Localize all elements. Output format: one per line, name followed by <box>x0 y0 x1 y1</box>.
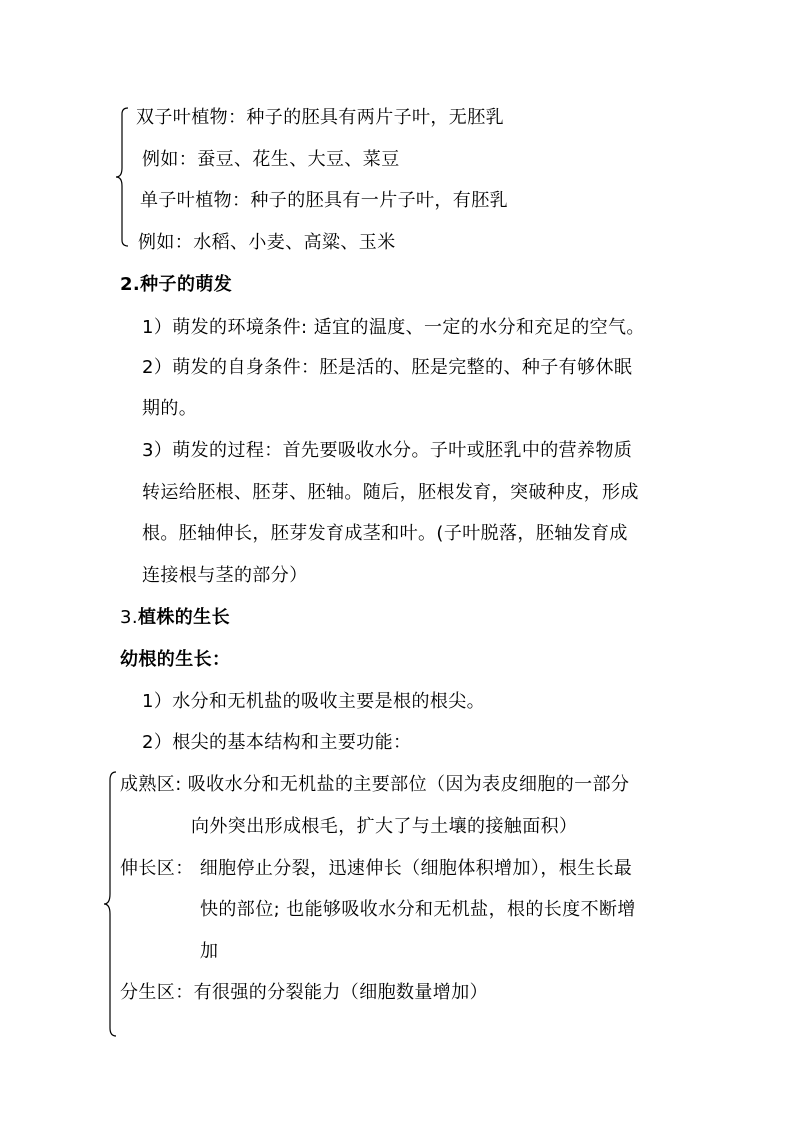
germination-item-3-line-3: 根。胚轴伸长，胚芽发育成茎和叶。(子叶脱落，胚轴发育成 <box>142 523 628 544</box>
growth-heading-text: 植株的生长 <box>137 607 230 628</box>
dicot-examples: 例如：蚕豆、花生、大豆、菜豆 <box>142 149 400 170</box>
maturation-zone-line-1: 成熟区: 吸收水分和无机盐的主要部位（因为表皮细胞的一部分 <box>120 774 630 795</box>
germination-item-2-line-1: 2）萌发的自身条件：胚是活的、胚是完整的、种子有够休眠 <box>142 357 633 378</box>
maturation-zone-line-2: 向外突出形成根毛，扩大了与土壤的接触面积） <box>191 816 578 837</box>
germination-item-3-line-2: 转运给胚根、胚芽、胚轴。随后，胚根发育，突破种皮，形成 <box>142 482 639 503</box>
monocot-definition: 单子叶植物：种子的胚具有一片子叶，有胚乳 <box>140 190 508 211</box>
monocot-examples: 例如：水稻、小麦、高粱、玉米 <box>138 232 396 253</box>
dicot-definition: 双子叶植物：种子的胚具有两片子叶，无胚乳 <box>136 107 504 128</box>
growth-heading <box>120 606 230 630</box>
classification-brace <box>112 104 134 250</box>
growth-item-1: 1）水分和无机盐的吸收主要是根的根尖。 <box>142 691 486 712</box>
germination-item-3-line-1: 3）萌发的过程：首先要吸收水分。子叶或胚乳中的营养物质 <box>142 440 633 461</box>
elongation-zone-line-2: 快的部位; 也能够吸收水分和无机盐，根的长度不断增 <box>200 899 636 920</box>
elongation-zone-line-3: 加 <box>200 941 219 962</box>
root-zones-brace <box>100 768 122 1040</box>
root-growth-subheading: 幼根的生长： <box>120 649 231 670</box>
elongation-zone-line-1: 伸长区： 细胞停止分裂，迅速伸长（细胞体积增加），根生长最 <box>120 858 633 879</box>
growth-heading-number: 3. <box>120 607 138 628</box>
growth-item-2: 2）根尖的基本结构和主要功能： <box>142 732 412 753</box>
germination-heading: 2.种子的萌发 <box>120 274 233 295</box>
germination-item-3-line-4: 连接根与茎的部分） <box>142 565 308 586</box>
germination-item-1: 1）萌发的环境条件: 适宜的温度、一定的水分和充足的空气。 <box>142 317 645 338</box>
meristem-zone: 分生区：有很强的分裂能力（细胞数量增加） <box>120 982 488 1003</box>
germination-item-2-line-2: 期的。 <box>142 398 198 419</box>
